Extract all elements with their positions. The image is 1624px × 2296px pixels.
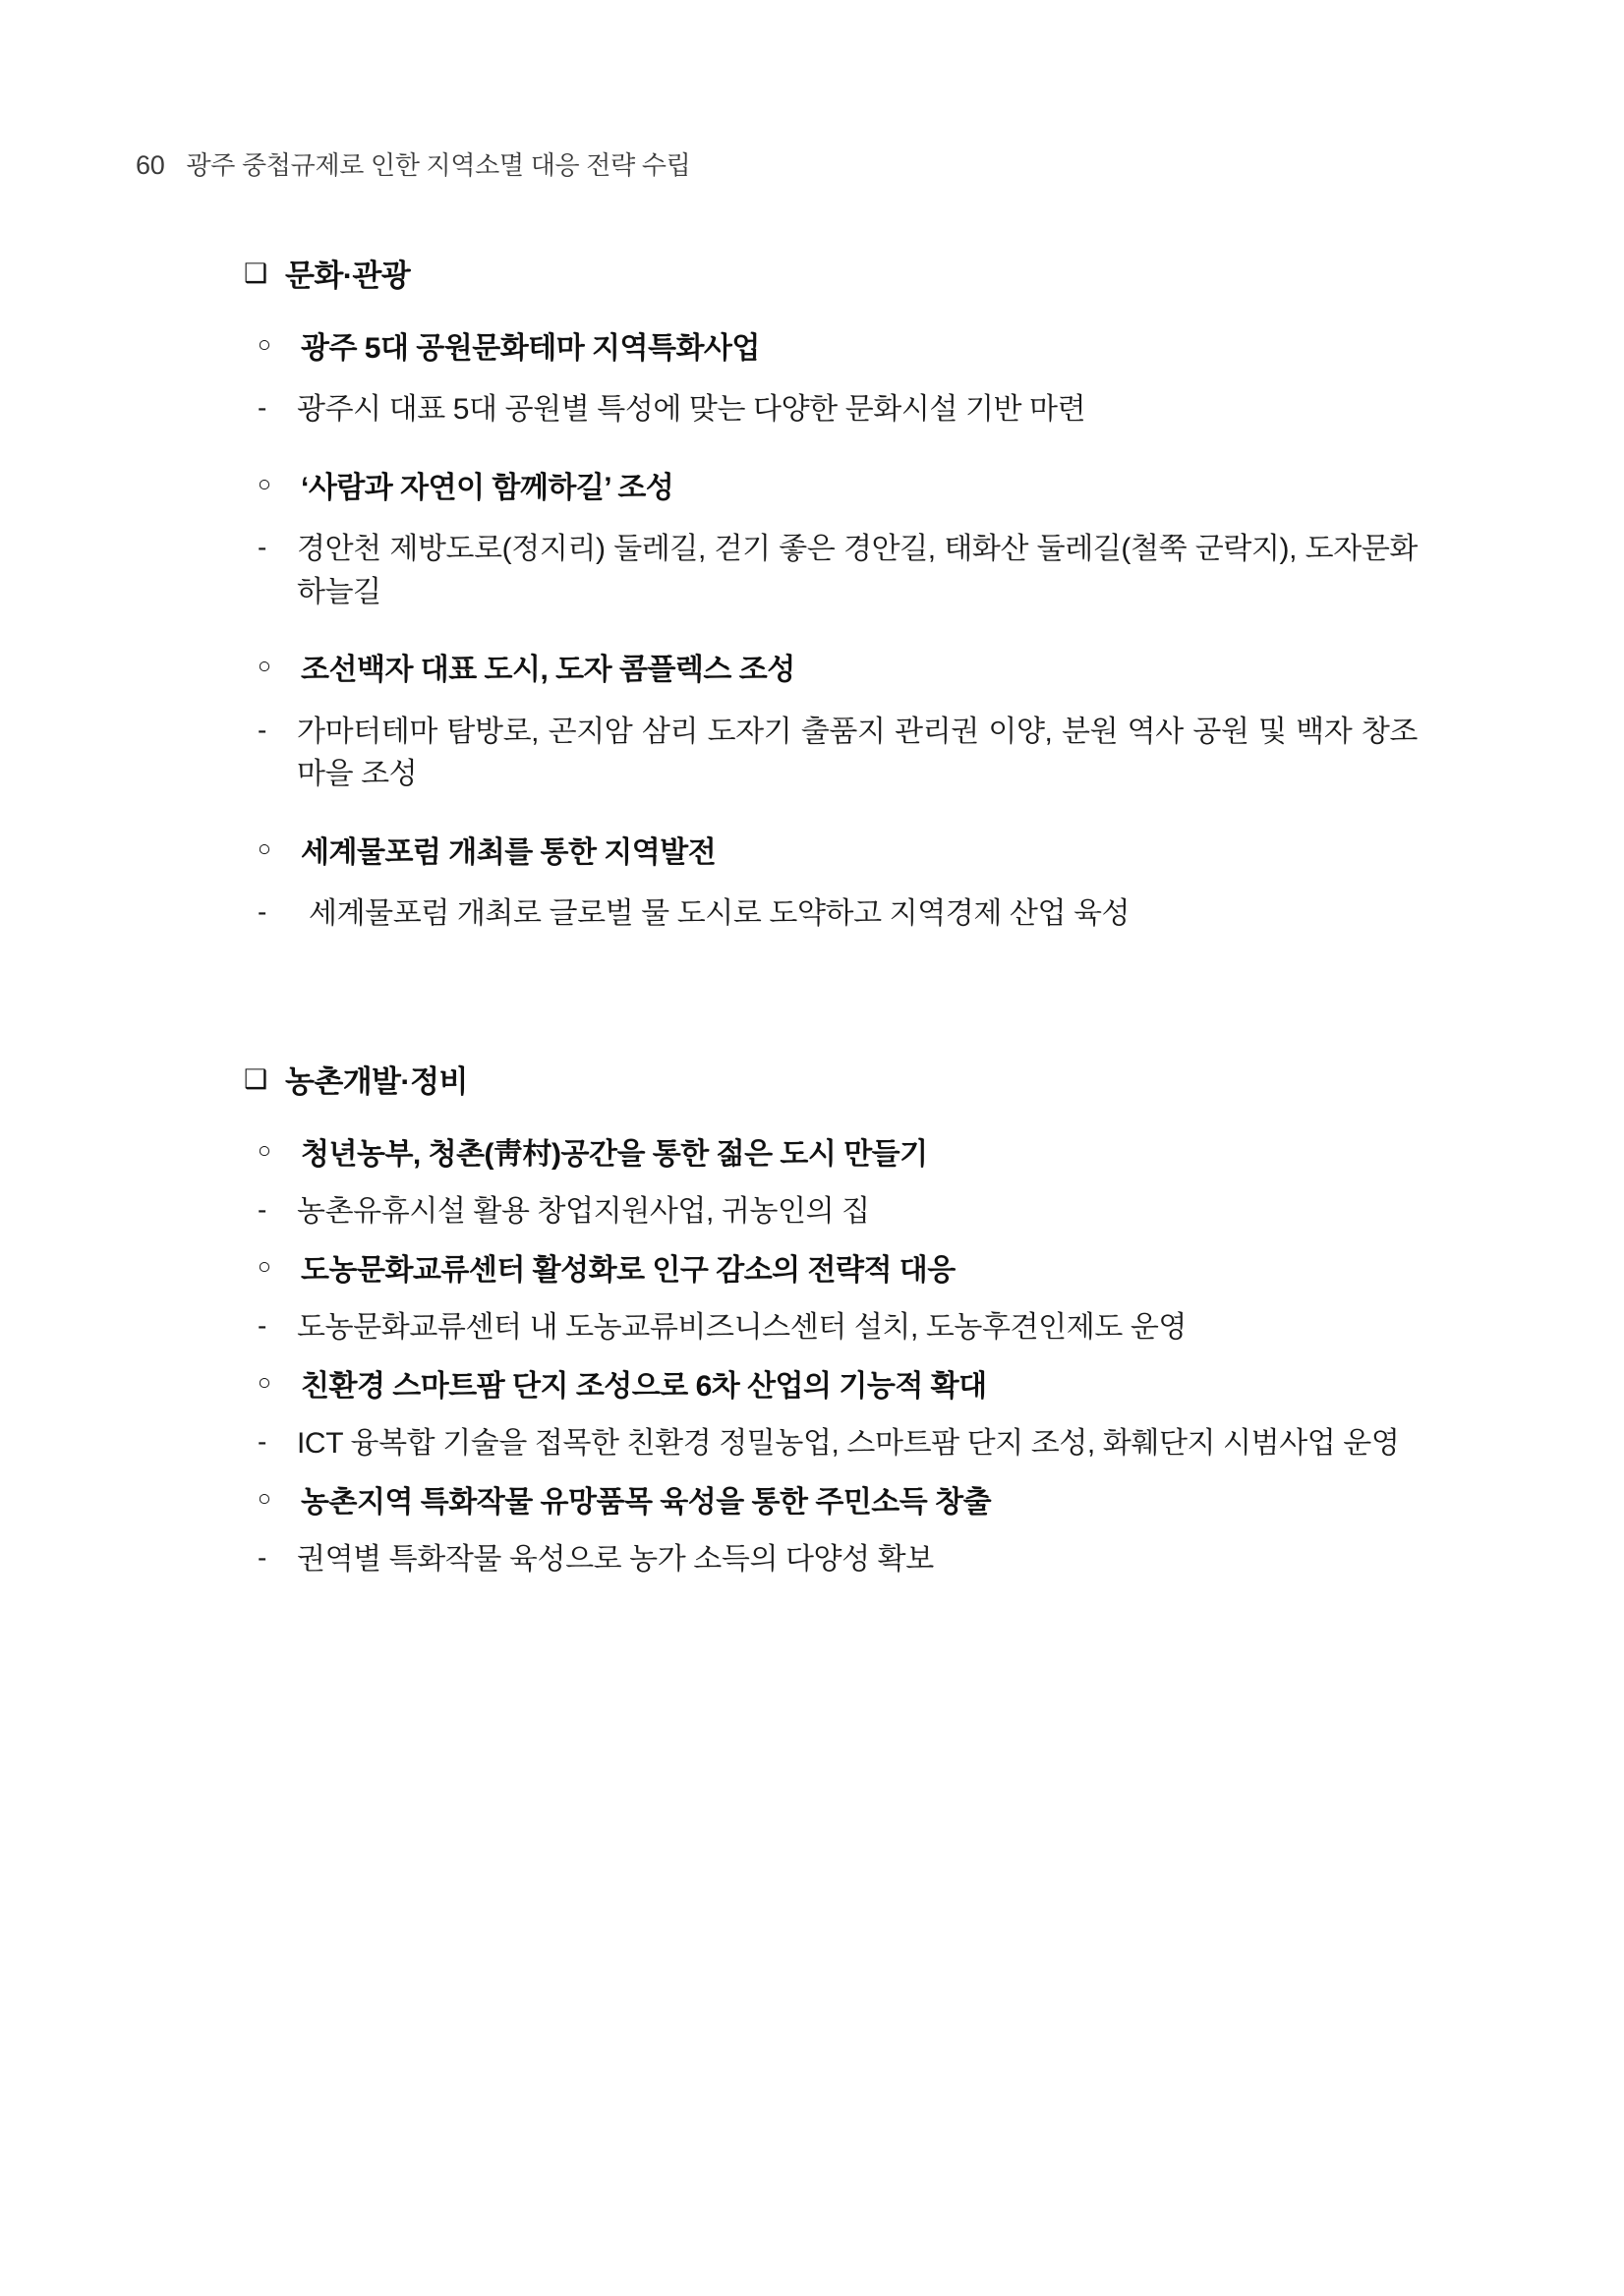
detail-item-text: 권역별 특화작물 육성으로 농가 소득의 다양성 확보 <box>297 1543 934 1576</box>
dash-bullet-icon: - <box>258 532 266 563</box>
list-item <box>244 469 1453 614</box>
dash-bullet-icon: - <box>258 1194 266 1225</box>
section-heading-label: 문화·관광 <box>285 258 411 293</box>
section-spacer <box>244 973 1453 1063</box>
list-item <box>244 1367 1453 1465</box>
detail-item <box>244 1306 1453 1349</box>
circle-bullet-icon: ○ <box>258 330 271 357</box>
detail-item <box>244 528 1453 613</box>
page-content <box>244 258 1453 1599</box>
subsection-heading <box>244 469 1453 509</box>
subsection-heading-label: 농촌지역 특화작물 유망품목 육성을 통한 주민소득 창출 <box>301 1485 992 1519</box>
subsection-heading <box>244 833 1453 874</box>
circle-bullet-icon: ○ <box>258 834 271 861</box>
detail-item-text: 도농문화교류센터 내 도농교류비즈니스센터 설치, 도농후견인제도 운영 <box>297 1311 1188 1344</box>
header-title: 광주 중첩규제로 인한 지역소멸 대응 전략 수립 <box>186 150 691 180</box>
square-bullet-icon: ❑ <box>244 1063 267 1094</box>
circle-bullet-icon: ○ <box>258 1484 271 1511</box>
list-item <box>244 651 1453 796</box>
circle-bullet-icon: ○ <box>258 1368 271 1395</box>
circle-bullet-icon: ○ <box>258 470 271 496</box>
page-header <box>136 145 690 182</box>
dash-bullet-icon: - <box>258 392 266 424</box>
section-heading <box>244 1063 1453 1102</box>
list-item <box>244 329 1453 431</box>
detail-item-text: 광주시 대표 5대 공원별 특성에 맞는 다양한 문화시설 기반 마련 <box>297 393 1086 427</box>
subsection-heading-label: 친환경 스마트팜 단지 조성으로 6차 산업의 기능적 확대 <box>301 1369 987 1403</box>
circle-bullet-icon: ○ <box>258 1252 271 1279</box>
subsection-heading-label: 세계물포럼 개최를 통한 지역발전 <box>301 835 717 869</box>
dash-bullet-icon: - <box>258 1426 266 1457</box>
subsection-heading-label: 조선백자 대표 도시, 도자 콤플렉스 조성 <box>301 654 795 687</box>
detail-item-text: 경안천 제방도로(정지리) 둘레길, 걷기 좋은 경안길, 태화산 둘레길(철쭉 군락지), 도자문화 하늘길 <box>297 533 1418 608</box>
detail-item <box>244 388 1453 431</box>
detail-item <box>244 1422 1453 1465</box>
detail-item <box>244 1190 1453 1234</box>
list-item <box>244 1135 1453 1234</box>
list-item <box>244 833 1453 936</box>
square-bullet-icon: ❑ <box>244 258 267 288</box>
page-number: 60 <box>136 150 165 180</box>
detail-item-text: 농촌유휴시설 활용 창업지원사업, 귀농인의 집 <box>297 1195 870 1228</box>
dash-bullet-icon: - <box>258 1542 266 1573</box>
circle-bullet-icon: ○ <box>258 1136 271 1163</box>
detail-item <box>244 892 1453 936</box>
circle-bullet-icon: ○ <box>258 653 271 679</box>
subsection-heading <box>244 1367 1453 1407</box>
dash-bullet-icon: - <box>258 896 266 928</box>
subsection-heading-label: 광주 5대 공원문화테마 지역특화사업 <box>301 331 760 365</box>
subsection-heading-label: 청년농부, 청촌(靑村)공간을 통한 젊은 도시 만들기 <box>301 1137 928 1171</box>
subsection-heading <box>244 329 1453 370</box>
list-item <box>244 1251 1453 1349</box>
subsection-heading-label: ‘사람과 자연이 함께하길’ 조성 <box>301 471 674 504</box>
detail-item <box>244 711 1453 796</box>
subsection-heading <box>244 1483 1453 1523</box>
list-item <box>244 1483 1453 1581</box>
section-heading <box>244 258 1453 296</box>
section-heading-label: 농촌개발·정비 <box>285 1063 468 1099</box>
detail-item-text: 가마터테마 탐방로, 곤지암 삼리 도자기 출품지 관리권 이양, 분원 역사 공원 및 백자 창조마을 조성 <box>297 715 1418 791</box>
detail-item <box>244 1538 1453 1581</box>
subsection-heading <box>244 1251 1453 1292</box>
subsection-heading <box>244 1135 1453 1176</box>
dash-bullet-icon: - <box>258 1310 266 1341</box>
subsection-heading-label: 도농문화교류센터 활성화로 인구 감소의 전략적 대응 <box>301 1253 956 1287</box>
dash-bullet-icon: - <box>258 714 266 745</box>
detail-item-text: 세계물포럼 개최로 글로벌 물 도시로 도약하고 지역경제 산업 육성 <box>309 897 1131 931</box>
detail-item-text: ICT 융복합 기술을 접목한 친환경 정밀농업, 스마트팜 단지 조성, 화훼단지 시범사업 운영 <box>297 1427 1400 1460</box>
subsection-heading <box>244 651 1453 691</box>
